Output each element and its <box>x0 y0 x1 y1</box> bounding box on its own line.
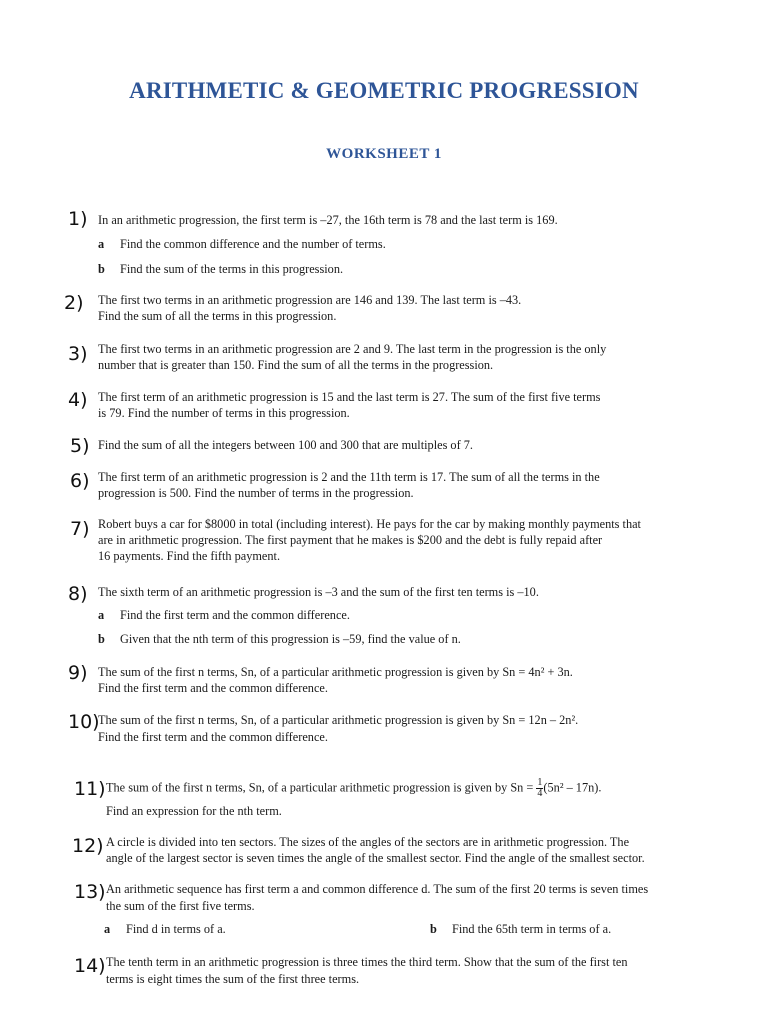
question-part: b Given that the nth term of this progression is –59, find the value of n. <box>98 632 461 646</box>
question-text: The first two terms in an arithmetic progression are 146 and 139. The last term is –43. <box>98 293 522 307</box>
question-text: 16 payments. Find the fifth payment. <box>98 549 281 563</box>
question-part: b Find the 65th term in terms of a. <box>430 922 612 936</box>
question-text: angle of the largest sector is seven times the angle of the smallest sector. Find the angle of the smallest sector. <box>106 851 645 865</box>
question-text: Find the first term and the common difference. <box>98 681 328 695</box>
question-text: Find an expression for the nth term. <box>106 804 282 818</box>
question-text: The first term of an arithmetic progression is 15 and the last term is 27. The sum of the first five terms <box>98 390 601 404</box>
question-number: 6) <box>70 470 90 492</box>
question-text: Find the sum of all the integers between 100 and 300 that are multiples of 7. <box>98 438 473 452</box>
question-number: 10) <box>68 711 100 733</box>
question-number: 4) <box>68 389 88 411</box>
question-part: a Find the first term and the common difference. <box>98 608 350 622</box>
question-text: In an arithmetic progression, the first term is –27, the 16th term is 78 and the last term is 169. <box>98 213 558 227</box>
fraction: $\frac{1}{4}$ <box>537 777 543 799</box>
question-text: are in arithmetic progression. The first payment that he makes is $200 and the debt is fully repaid after <box>98 533 603 547</box>
question-number: 9) <box>68 662 88 684</box>
question-part: a Find the common difference and the number of terms. <box>98 237 386 251</box>
question-part: b Find the sum of the terms in this progression. <box>98 262 344 276</box>
question-number: 1) <box>68 208 88 230</box>
page-title: ARITHMETIC & GEOMETRIC PROGRESSION <box>129 78 639 103</box>
question-text: progression is 500. Find the number of terms in the progression. <box>98 486 414 500</box>
question-text: terms is eight times the sum of the first three terms. <box>106 972 360 986</box>
worksheet-subtitle: WORKSHEET 1 <box>326 146 442 162</box>
question-number: 12) <box>72 835 104 857</box>
question-text: Find the first term and the common difference. <box>98 730 328 744</box>
question-text: the sum of the first five terms. <box>106 899 255 913</box>
question-number: 7) <box>70 518 90 540</box>
question-text: An arithmetic sequence has first term a and common difference d. The sum of the first 20 terms is seven times <box>106 882 649 896</box>
question-text: A circle is divided into ten sectors. The sizes of the angles of the sectors are in arithmetic progression. The <box>106 835 630 849</box>
question-text: The first two terms in an arithmetic progression are 2 and 9. The last term in the progression is the only <box>98 342 607 356</box>
question-number: 8) <box>68 583 88 605</box>
question-number: 2) <box>64 292 84 314</box>
question-text: The sum of the first n terms, Sn, of a particular arithmetic progression is given by Sn = 12n – 2n². <box>98 713 579 727</box>
question-number: 11) <box>74 778 106 800</box>
question-text: The tenth term in an arithmetic progression is three times the third term. Show that the sum of the first ten <box>106 955 628 969</box>
question-text: The sum of the first n terms, Sn, of a particular arithmetic progression is given by Sn = 4n² + 3n. <box>98 665 573 679</box>
question-text: The first term of an arithmetic progression is 2 and the 11th term is 17. The sum of all the terms in the <box>98 470 600 484</box>
question-text: Find the sum of all the terms in this progression. <box>98 309 337 323</box>
question-text: Robert buys a car for $8000 in total (including interest). He pays for the car by making monthly payments that <box>98 517 641 531</box>
question-text: number that is greater than 150. Find the sum of all the terms in the progression. <box>98 358 494 372</box>
question-number: 5) <box>70 435 90 457</box>
question-part: a Find d in terms of a. <box>104 922 226 936</box>
question-text: is 79. Find the number of terms in this progression. <box>98 406 350 420</box>
question-number: 13) <box>74 881 106 903</box>
question-number: 14) <box>74 955 106 977</box>
question-text: The sixth term of an arithmetic progression is –3 and the sum of the first ten terms is –10. <box>98 585 539 599</box>
question-text: The sum of the first n terms, Sn, of a particular arithmetic progression is given by Sn = $\frac{1}{4}$ (5n² – 17n). <box>106 777 602 799</box>
question-number: 3) <box>68 343 88 365</box>
